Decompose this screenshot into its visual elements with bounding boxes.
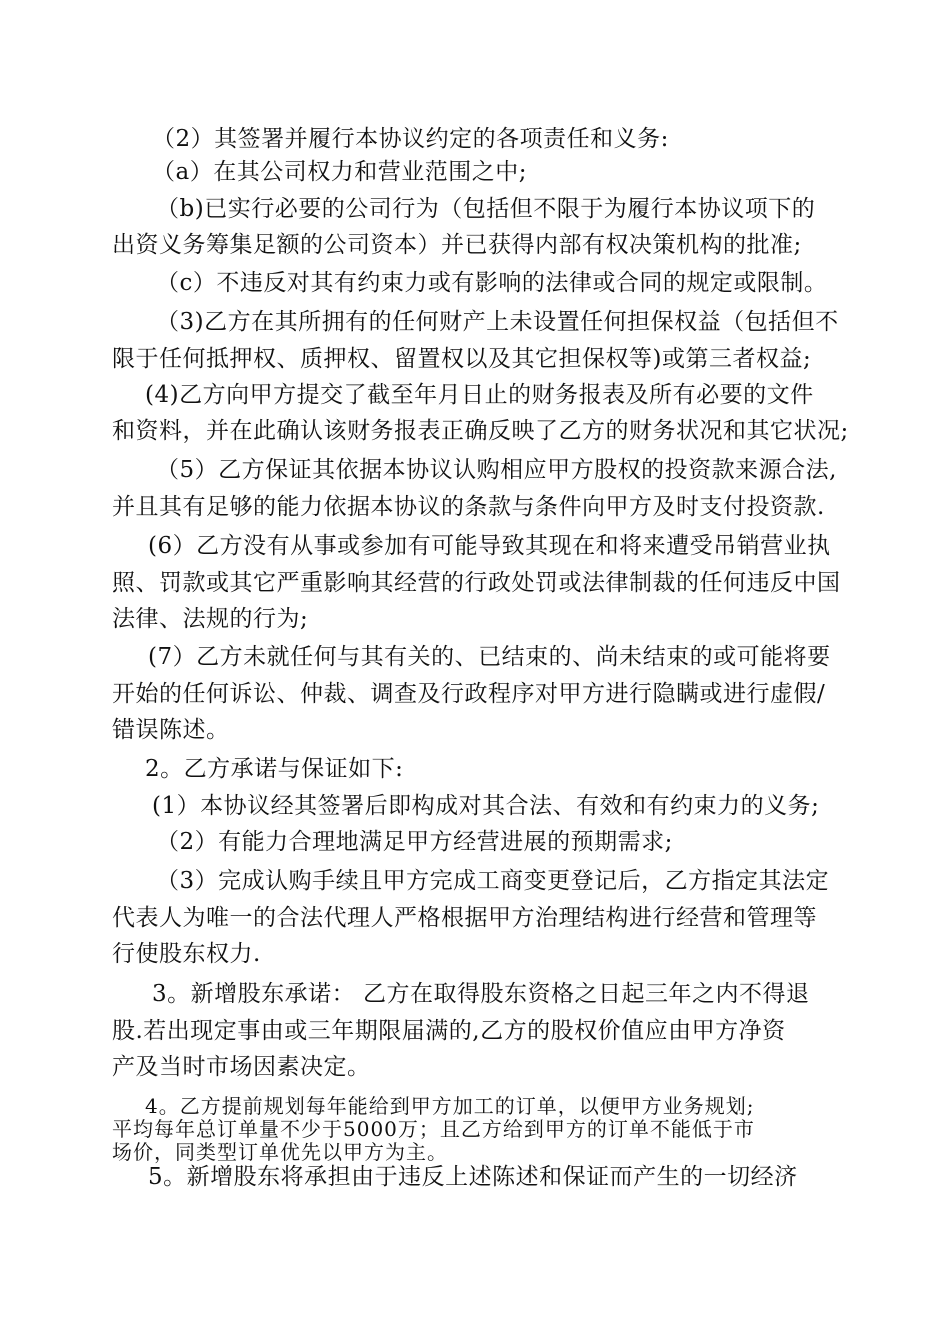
section-2-item-1: (1）本协议经其签署后即构成对其合法、有效和有约束力的义务; — [152, 793, 820, 819]
section-2-item-3-line-1: （3）完成认购手续且甲方完成工商变更登记后，乙方指定其法定 — [156, 868, 830, 894]
section-4-line-3: 场价，同类型订单优先以甲方为主。 — [112, 1140, 448, 1164]
clause-2c: （c）不违反对其有约束力或有影响的法律或合同的规定或限制。 — [156, 270, 828, 296]
section-2-item-2: （2）有能力合理地满足甲方经营进展的预期需求; — [156, 829, 673, 855]
clause-4-line-2: 和资料，并在此确认该财务报表正确反映了乙方的财务状况和其它状况; — [112, 418, 849, 444]
section-4-line-1: 4。乙方提前规划每年能给到甲方加工的订单，以便甲方业务规划; — [145, 1094, 755, 1118]
clause-7-line-2: 开始的任何诉讼、仲裁、调查及行政程序对甲方进行隐瞒或进行虚假/ — [112, 681, 826, 707]
clause-4-line-1: (4)乙方向甲方提交了截至年月日止的财务报表及所有必要的文件 — [145, 382, 814, 408]
clause-5-line-1: （5）乙方保证其依据本协议认购相应甲方股权的投资款来源合法, — [156, 457, 837, 483]
section-3-line-3: 产及当时市场因素决定。 — [112, 1054, 371, 1080]
clause-2a: （a）在其公司权力和营业范围之中; — [152, 159, 527, 185]
clause-6-line-3: 法律、法规的行为; — [112, 606, 309, 632]
clause-7-line-1: (7）乙方未就任何与其有关的、已结束的、尚未结束的或可能将要 — [148, 644, 831, 670]
clause-5-line-2: 并且其有足够的能力依据本协议的条款与条件向甲方及时支付投资款. — [112, 494, 825, 520]
clause-3-line-1: （3)乙方在其所拥有的任何财产上未设置任何担保权益（包括但不 — [156, 309, 839, 335]
section-5-line-1: 5。新增股东将承担由于违反上述陈述和保证而产生的一切经济 — [148, 1164, 798, 1190]
clause-2-heading: （2）其签署并履行本协议约定的各项责任和义务: — [152, 126, 669, 152]
section-2-item-3-line-3: 行使股东权力. — [112, 941, 261, 967]
section-2-heading: 2。乙方承诺与保证如下: — [145, 756, 404, 782]
section-3-line-1: 3。新增股东承诺： 乙方在取得股东资格之日起三年之内不得退 — [152, 981, 810, 1007]
clause-3-line-2: 限于任何抵押权、质押权、留置权以及其它担保权等)或第三者权益; — [112, 346, 812, 372]
section-3-line-2: 股.若出现定事由或三年期限届满的,乙方的股权价值应由甲方净资 — [112, 1018, 786, 1044]
clause-6-line-1: (6）乙方没有从事或参加有可能导致其现在和将来遭受吊销营业执 — [148, 533, 831, 559]
section-2-item-3-line-2: 代表人为唯一的合法代理人严格根据甲方治理结构进行经营和管理等 — [112, 905, 817, 931]
section-4-line-2: 平均每年总订单量不少于5000万；且乙方给到甲方的订单不能低于市 — [112, 1117, 755, 1141]
clause-7-line-3: 错误陈述。 — [112, 717, 230, 743]
clause-2b-line-2: 出资义务筹集足额的公司资本）并已获得内部有权决策机构的批准; — [112, 232, 802, 258]
clause-2b-line-1: （b)已实行必要的公司行为（包括但不限于为履行本协议项下的 — [156, 196, 816, 222]
clause-6-line-2: 照、罚款或其它严重影响其经营的行政处罚或法律制裁的任何违反中国 — [112, 570, 841, 596]
